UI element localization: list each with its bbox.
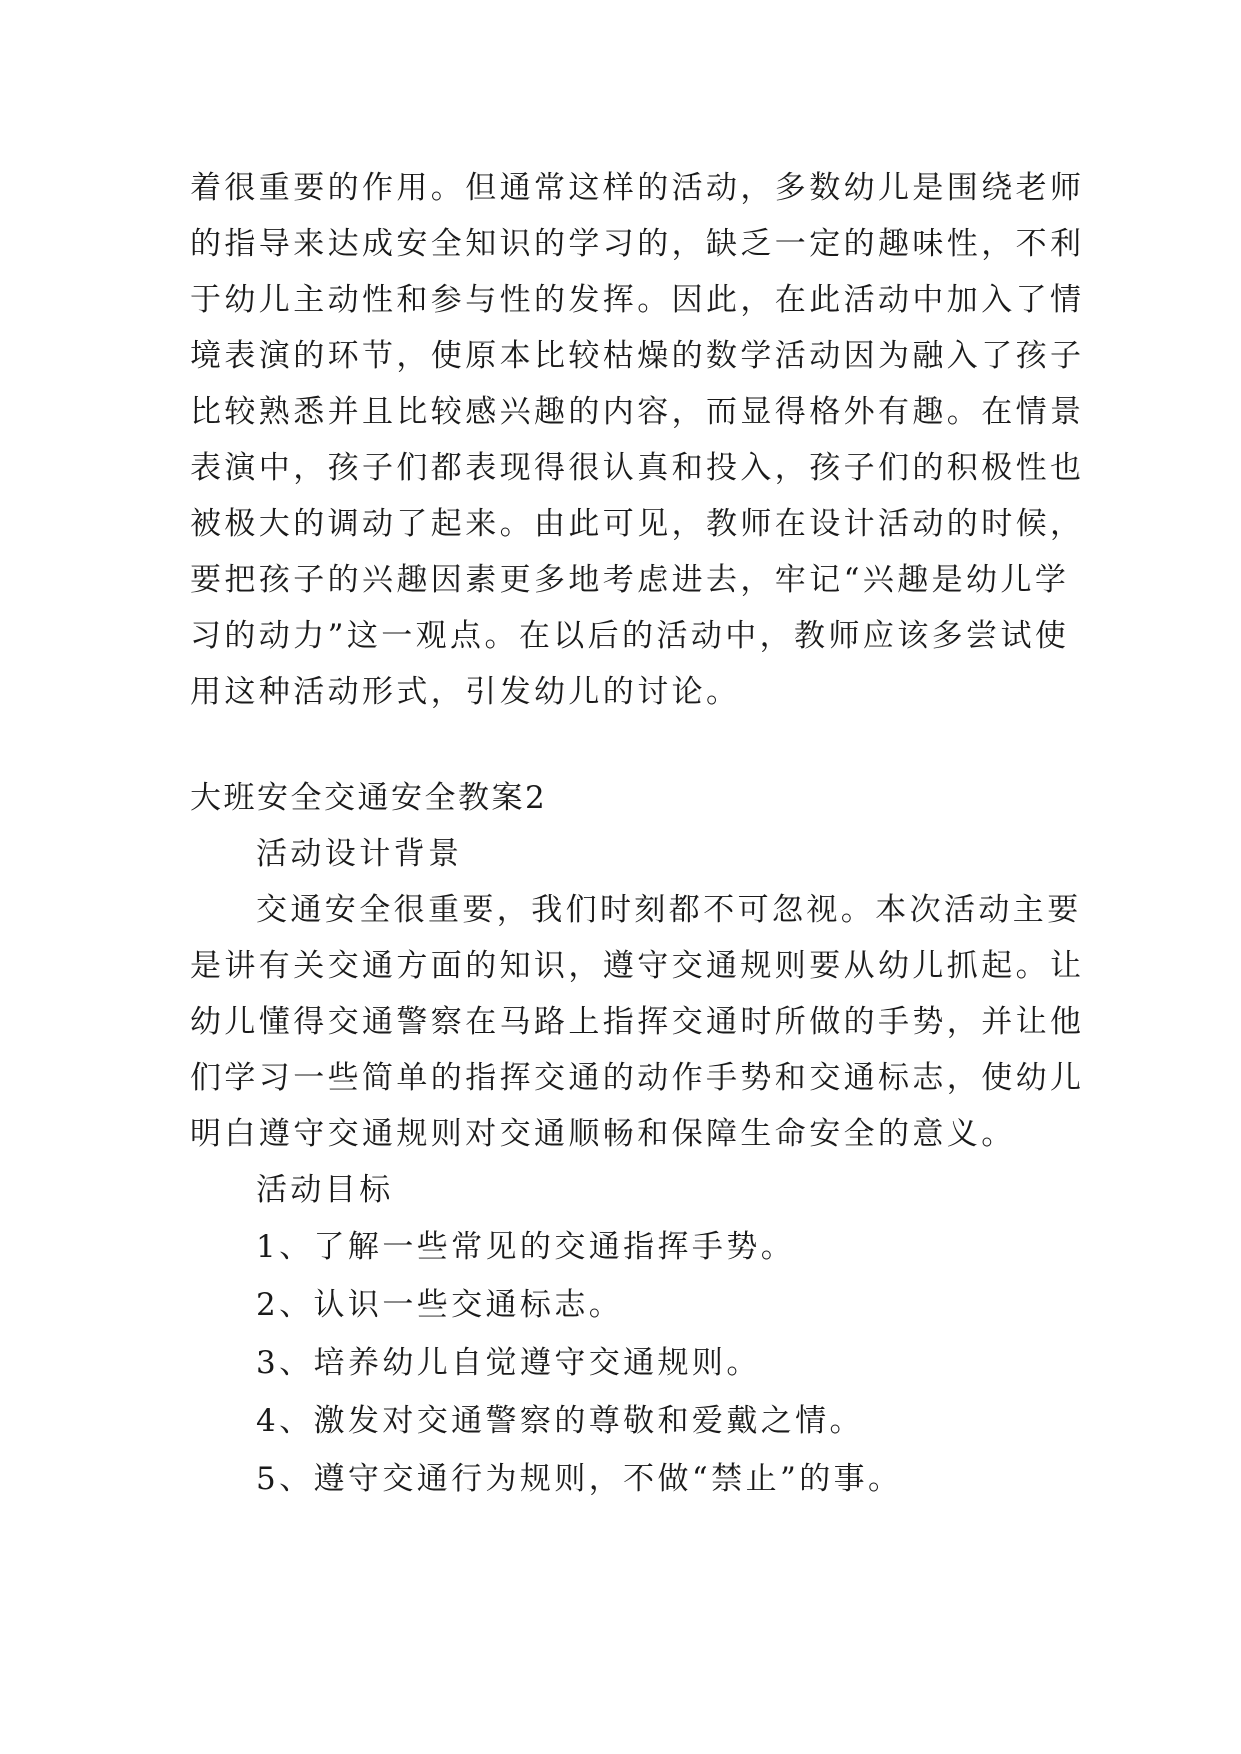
paragraph-line: 习的动力”这一观点。在以后的活动中，教师应该多尝试使 <box>190 618 1070 654</box>
document-page <box>190 160 1085 1508</box>
paragraph-line: 交通安全很重要，我们时刻都不可忽视。本次活动主要 <box>256 892 1082 928</box>
list-item: 4、激发对交通警察的尊敬和爱戴之情。 <box>256 1403 864 1439</box>
paragraph-line: 比较熟悉并且比较感兴趣的内容，而显得格外有趣。在情景 <box>190 394 1085 430</box>
goals-heading: 活动目标 <box>256 1172 394 1208</box>
paragraph-line: 幼儿懂得交通警察在马路上指挥交通时所做的手势，并让他 <box>190 1004 1085 1040</box>
list-item: 5、遵守交通行为规则，不做“禁止”的事。 <box>256 1461 903 1497</box>
list-item: 2、认识一些交通标志。 <box>256 1287 624 1323</box>
paragraph-line: 的指导来达成安全知识的学习的，缺乏一定的趣味性，不利 <box>190 226 1085 262</box>
section-title: 大班安全交通安全教案2 <box>190 780 548 816</box>
paragraph-line: 们学习一些简单的指挥交通的动作手势和交通标志，使幼儿 <box>190 1060 1085 1096</box>
goals-list <box>190 1218 1050 1508</box>
paragraph-line: 着很重要的作用。但通常这样的活动，多数幼儿是围绕老师 <box>190 170 1085 206</box>
intro-paragraph <box>190 160 1085 720</box>
paragraph-line: 被极大的调动了起来。由此可见，教师在设计活动的时候， <box>190 506 1085 542</box>
paragraph-line: 明白遵守交通规则对交通顺畅和保障生命安全的意义。 <box>190 1116 1016 1152</box>
background-heading: 活动设计背景 <box>256 836 463 872</box>
paragraph-line: 要把孩子的兴趣因素更多地考虑进去，牢记“兴趣是幼儿学 <box>190 562 1070 598</box>
background-paragraph <box>190 882 1085 1162</box>
list-item: 3、培养幼儿自觉遵守交通规则。 <box>256 1345 761 1381</box>
paragraph-line: 于幼儿主动性和参与性的发挥。因此，在此活动中加入了情 <box>190 282 1085 318</box>
paragraph-line: 是讲有关交通方面的知识，遵守交通规则要从幼儿抓起。让 <box>190 948 1085 984</box>
paragraph-line: 用这种活动形式，引发幼儿的讨论。 <box>190 674 741 710</box>
paragraph-line: 境表演的环节，使原本比较枯燥的数学活动因为融入了孩子 <box>190 338 1085 374</box>
paragraph-line: 表演中，孩子们都表现得很认真和投入，孩子们的积极性也 <box>190 450 1085 486</box>
list-item: 1、了解一些常见的交通指挥手势。 <box>256 1229 796 1265</box>
